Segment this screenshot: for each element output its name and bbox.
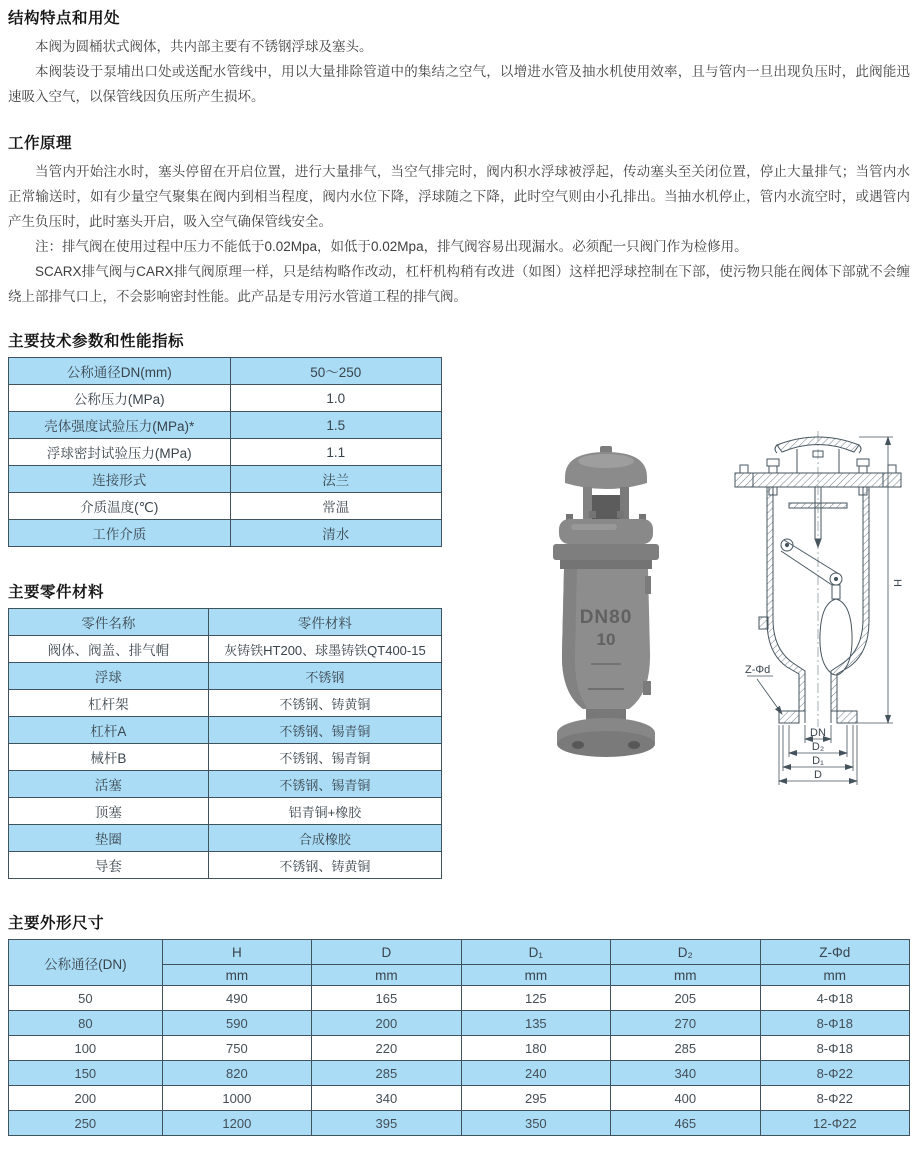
table-row (9, 1036, 910, 1061)
col-h: H (162, 940, 311, 965)
dimensions-row-header: 公称通径(DN) (9, 940, 163, 986)
dim-label-d2: D₂ (811, 741, 825, 753)
table-row (9, 940, 910, 965)
param-value-cell: 清水 (230, 520, 442, 547)
section-features (8, 6, 910, 109)
d1-cell: 125 (461, 986, 610, 1011)
table-row (9, 1011, 910, 1036)
cast-mark-pn: 10 (596, 630, 616, 649)
table-row (9, 1111, 910, 1136)
dimensions-header (9, 940, 910, 986)
param-label-cell: 工作介质 (9, 520, 231, 547)
h-cell: 820 (162, 1061, 311, 1086)
unit-d: mm (312, 965, 461, 986)
unit-d1: mm (461, 965, 610, 986)
materials-title: 主要零件材料 (8, 584, 105, 601)
principle-title: 工作原理 (8, 135, 73, 152)
d-cell: 285 (312, 1061, 461, 1086)
d2-cell: 340 (611, 1061, 760, 1086)
dim-label-h: H (891, 579, 903, 587)
part-material-cell: 不锈钢 (208, 663, 441, 690)
d2-cell: 285 (611, 1036, 760, 1061)
cast-mark-dn: DN80 (579, 607, 633, 628)
dn-cell: 100 (9, 1036, 163, 1061)
dn-cell: 150 (9, 1061, 163, 1086)
features-paragraph-1: 本阀为圆桶状式阀体，共内部主要有不锈钢浮球及塞头。 (35, 39, 373, 54)
col-d1: D₁ (461, 940, 610, 965)
dn-cell: 250 (9, 1111, 163, 1136)
table-row (9, 717, 442, 744)
h-cell: 750 (162, 1036, 311, 1061)
part-material-cell: 灰铸铁HT200、球墨铸铁QT400-15 (208, 636, 441, 663)
materials-body (9, 636, 442, 879)
features-title: 结构特点和用处 (8, 10, 121, 27)
zphid-cell: 4-Φ18 (760, 986, 909, 1011)
param-label-cell: 公称压力(MPa) (9, 385, 231, 412)
valve-cap (565, 446, 647, 489)
principle-note: 注：排气阀在使用过程中压力不能低于0.02Mpa，如低于0.02Mpa，排气阀容易出现漏水。必须配一只阀门作为检修用。 (35, 239, 748, 254)
table-row (9, 609, 442, 636)
part-name-cell: 杠杆A (9, 717, 209, 744)
d2-cell: 205 (611, 986, 760, 1011)
d-cell: 395 (312, 1111, 461, 1136)
table-row (9, 466, 442, 493)
table-row (9, 1061, 910, 1086)
d2-cell: 270 (611, 1011, 760, 1036)
tech-params-table (8, 357, 442, 547)
param-value-cell: 1.1 (230, 439, 442, 466)
param-label-cell: 浮球密封试验压力(MPa) (9, 439, 231, 466)
dim-label-d: D (814, 769, 822, 781)
dimensions-body (9, 986, 910, 1136)
tech-params-title: 主要技术参数和性能指标 (8, 333, 185, 350)
valve-section-drawing (733, 427, 903, 789)
table-row (9, 439, 442, 466)
part-name-cell: 杠杆架 (9, 690, 209, 717)
valve-photo (531, 443, 681, 758)
param-label-cell: 介质温度(℃) (9, 493, 231, 520)
tech-params-body (9, 358, 442, 547)
materials-col-material: 零件材料 (208, 609, 441, 636)
dim-label-dn: DN (810, 727, 826, 739)
dn-cell: 200 (9, 1086, 163, 1111)
h-cell: 590 (162, 1011, 311, 1036)
param-value-cell: 50～250 (230, 358, 442, 385)
d2-cell: 465 (611, 1111, 760, 1136)
principle-paragraph-scarx: SCARX排气阀与CARX排气阀原理一样，只是结构略作改动，杠杆机构稍有改进（如图）这样把浮球控制在下部，使污物只能在阀体下部就不会缠绕上部排气口上，不会影响密封性能。此产品是专用污水管道工程的排气阀。 (8, 264, 910, 304)
tables-and-figures-area (8, 309, 910, 879)
part-name-cell: 顶塞 (9, 798, 209, 825)
zphid-cell: 8-Φ22 (760, 1061, 909, 1086)
unit-zphid: mm (760, 965, 909, 986)
part-material-cell: 不锈钢、锡青铜 (208, 744, 441, 771)
materials-header (9, 609, 442, 636)
valve-base (557, 709, 655, 757)
table-row (9, 986, 910, 1011)
materials-table (8, 608, 442, 879)
d1-cell: 295 (461, 1086, 610, 1111)
table-row (9, 663, 442, 690)
d-cell: 220 (312, 1036, 461, 1061)
param-value-cell: 法兰 (230, 466, 442, 493)
table-row (9, 825, 442, 852)
part-material-cell: 不锈钢、锡青铜 (208, 717, 441, 744)
table-row (9, 1086, 910, 1111)
part-material-cell: 合成橡胶 (208, 825, 441, 852)
table-row (9, 412, 442, 439)
table-row (9, 771, 442, 798)
param-label-cell: 公称通径DN(mm) (9, 358, 231, 385)
d1-cell: 135 (461, 1011, 610, 1036)
table-row (9, 690, 442, 717)
col-d2: D₂ (611, 940, 760, 965)
d1-cell: 350 (461, 1111, 610, 1136)
param-value-cell: 常温 (230, 493, 442, 520)
part-name-cell: 浮球 (9, 663, 209, 690)
h-cell: 1200 (162, 1111, 311, 1136)
section-principle (8, 131, 910, 309)
table-row (9, 744, 442, 771)
d1-cell: 240 (461, 1061, 610, 1086)
principle-paragraph-1: 当管内开始注水时，塞头停留在开启位置，进行大量排气，当空气排完时，阀内积水浮球被浮起，传动塞头至关闭位置，停止大量排气；当管内水正常输送时，如有少量空气聚集在阀内到相当程度，阀内水位下降，浮球随之下降，此时空气则由小孔排出。当抽水机停止，管内水流空时，或遇管内产生负压时，此时塞头开启，吸入空气确保管线安全。 (8, 164, 910, 229)
part-name-cell: 阀体、阀盖、排气帽 (9, 636, 209, 663)
dn-cell: 50 (9, 986, 163, 1011)
zphid-cell: 8-Φ18 (760, 1036, 909, 1061)
dn-cell: 80 (9, 1011, 163, 1036)
dim-label-d1: D₁ (812, 755, 824, 767)
dim-label-zphid: Z-Φd (745, 664, 771, 676)
table-row (9, 852, 442, 879)
part-material-cell: 铝青铜+橡胶 (208, 798, 441, 825)
part-name-cell: 垫圈 (9, 825, 209, 852)
part-material-cell: 不锈钢、铸黄铜 (208, 852, 441, 879)
section-dimensions (8, 911, 910, 1136)
table-row (9, 798, 442, 825)
part-name-cell: 械杆B (9, 744, 209, 771)
d-cell: 165 (312, 986, 461, 1011)
table-row (9, 520, 442, 547)
zphid-cell: 8-Φ18 (760, 1011, 909, 1036)
dimensions-table (8, 939, 910, 1136)
table-row (9, 385, 442, 412)
param-value-cell: 1.0 (230, 385, 442, 412)
h-cell: 1000 (162, 1086, 311, 1111)
features-paragraph-2: 本阀装设于泵埔出口处或送配水管线中，用以大量排除管道中的集结之空气，以增进水管及抽水机使用效率，且与管内一旦出现负压时，此阀能迅速吸入空气，以保管线因负压所产生损坏。 (8, 64, 910, 104)
param-label-cell: 连接形式 (9, 466, 231, 493)
d1-cell: 180 (461, 1036, 610, 1061)
valve-body (562, 569, 651, 709)
dimensions-title: 主要外形尺寸 (8, 915, 105, 932)
part-name-cell: 活塞 (9, 771, 209, 798)
param-value-cell: 1.5 (230, 412, 442, 439)
materials-col-name: 零件名称 (9, 609, 209, 636)
table-row (9, 636, 442, 663)
zphid-cell: 8-Φ22 (760, 1086, 909, 1111)
param-label-cell: 壳体强度试验压力(MPa)* (9, 412, 231, 439)
col-d: D (312, 940, 461, 965)
h-cell: 490 (162, 986, 311, 1011)
unit-h: mm (162, 965, 311, 986)
zphid-cell: 12-Φ22 (760, 1111, 909, 1136)
part-material-cell: 不锈钢、锡青铜 (208, 771, 441, 798)
d2-cell: 400 (611, 1086, 760, 1111)
table-row (9, 358, 442, 385)
part-name-cell: 导套 (9, 852, 209, 879)
d-cell: 340 (312, 1086, 461, 1111)
part-material-cell: 不锈钢、铸黄铜 (208, 690, 441, 717)
d-cell: 200 (312, 1011, 461, 1036)
col-zphid: Z-Φd (760, 940, 909, 965)
unit-d2: mm (611, 965, 760, 986)
table-row (9, 493, 442, 520)
valve-flange (553, 544, 659, 569)
